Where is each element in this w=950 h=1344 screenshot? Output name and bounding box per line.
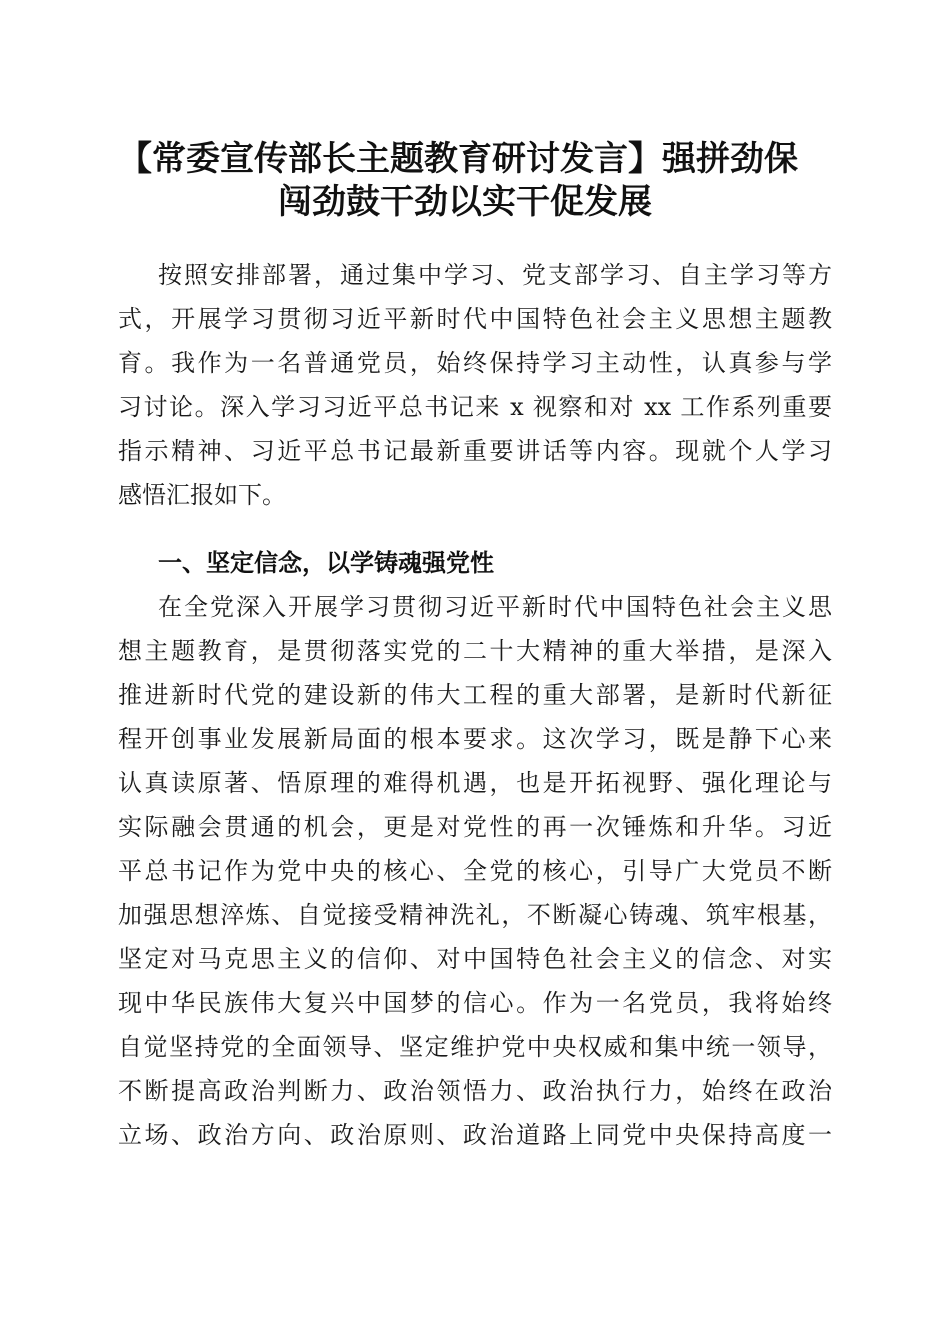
- paragraph-line: 不断提高政治判断力、政治领悟力、政治执行力，始终在政治: [118, 1077, 832, 1105]
- paragraph-line: 自觉坚持党的全面领导、坚定维护党中央权威和集中统一领导，: [118, 1033, 832, 1061]
- paragraph-line: 在全党深入开展学习贯彻习近平新时代中国特色社会主义思: [158, 593, 832, 621]
- paragraph-line: 指示精神、习近平总书记最新重要讲话等内容。现就个人学习: [118, 437, 832, 465]
- paragraph-line: 坚定对马克思主义的信仰、对中国特色社会主义的信念、对实: [118, 945, 832, 973]
- paragraph-line: 现中华民族伟大复兴中国梦的信心。作为一名党员，我将始终: [118, 989, 832, 1017]
- document-title-line-2: 闯劲鼓干劲以实干促发展: [278, 182, 652, 222]
- paragraph-line: 实际融会贯通的机会，更是对党性的再一次锤炼和升华。习近: [118, 813, 832, 841]
- paragraph-line: 按照安排部署，通过集中学习、党支部学习、自主学习等方: [158, 261, 832, 289]
- document-title-line-1: 【常委宣传部长主题教育研讨发言】强拼劲保: [118, 139, 798, 179]
- section-heading: 一、坚定信念，以学铸魂强党性: [158, 549, 494, 577]
- paragraph-line: 式，开展学习贯彻习近平新时代中国特色社会主义思想主题教: [118, 305, 832, 333]
- paragraph-line: 认真读原著、悟原理的难得机遇，也是开拓视野、强化理论与: [118, 769, 832, 797]
- paragraph-line: 立场、政治方向、政治原则、政治道路上同党中央保持高度一: [118, 1121, 832, 1149]
- paragraph-line: 加强思想淬炼、自觉接受精神洗礼，不断凝心铸魂、筑牢根基，: [118, 901, 832, 929]
- paragraph-line: 推进新时代党的建设新的伟大工程的重大部署，是新时代新征: [118, 681, 832, 709]
- paragraph-line: 平总书记作为党中央的核心、全党的核心，引导广大党员不断: [118, 857, 832, 885]
- paragraph-line: 育。我作为一名普通党员，始终保持学习主动性，认真参与学: [118, 349, 832, 377]
- paragraph-line: 习讨论。深入学习习近平总书记来 x 视察和对 xx 工作系列重要: [118, 393, 832, 421]
- paragraph-line: 感悟汇报如下。: [118, 481, 286, 509]
- paragraph-line: 程开创事业发展新局面的根本要求。这次学习，既是静下心来: [118, 725, 832, 753]
- paragraph-line: 想主题教育，是贯彻落实党的二十大精神的重大举措，是深入: [118, 637, 832, 665]
